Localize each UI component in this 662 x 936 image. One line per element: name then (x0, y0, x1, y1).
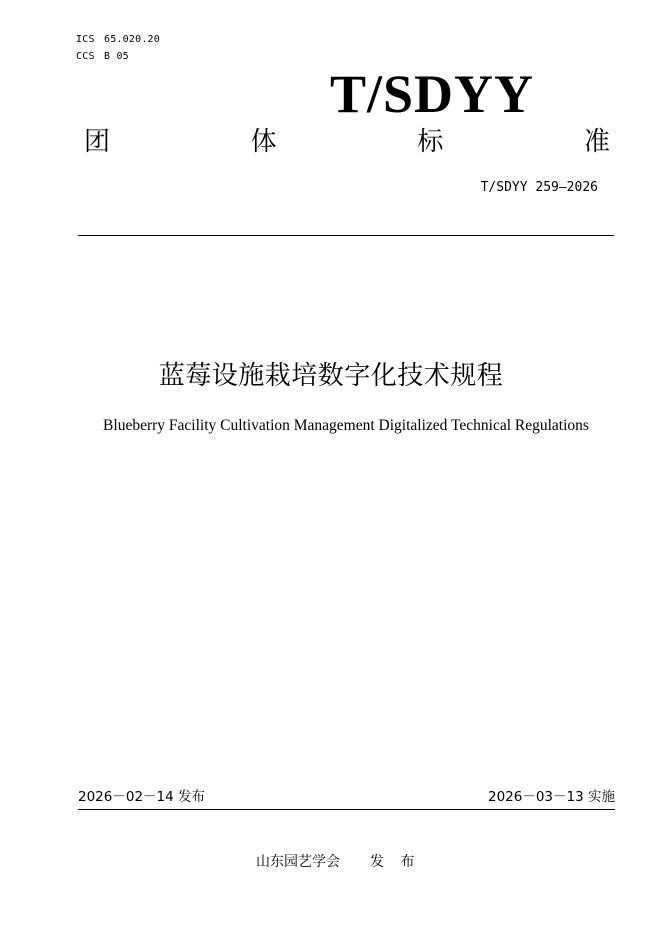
date-row (78, 786, 615, 808)
standard-type-char: 体 (250, 127, 277, 157)
standard-number: T/SDYY 259—2026 (480, 180, 598, 195)
ccs-label: CCS (76, 51, 95, 62)
ics-label: ICS (76, 34, 95, 45)
document-title-chinese: 蓝莓设施栽培数字化技术规程 (158, 361, 504, 391)
issue-date: 2026－02－14 发布 (78, 789, 206, 805)
standard-type-char: 团 (84, 127, 111, 157)
publisher-name: 山东园艺学会 (256, 854, 340, 870)
publisher-action: 发 布 (370, 854, 421, 870)
ics-value: 65.020.20 (104, 34, 160, 45)
standard-type (84, 124, 610, 160)
ccs-value: B 05 (104, 51, 129, 62)
footer-divider (78, 809, 615, 810)
implementation-date: 2026－03－13 实施 (487, 789, 615, 805)
organization-code: T/SDYY (330, 64, 535, 124)
standard-type-char: 标 (417, 127, 444, 157)
ics-code (76, 31, 160, 48)
classification-codes (76, 31, 160, 65)
document-title-english: Blueberry Facility Cultivation Management Digitalized Technical Regulations (103, 417, 589, 434)
header-divider (78, 235, 614, 236)
ccs-code (76, 48, 160, 65)
publisher-line (256, 851, 420, 873)
standard-type-char: 准 (583, 127, 610, 157)
